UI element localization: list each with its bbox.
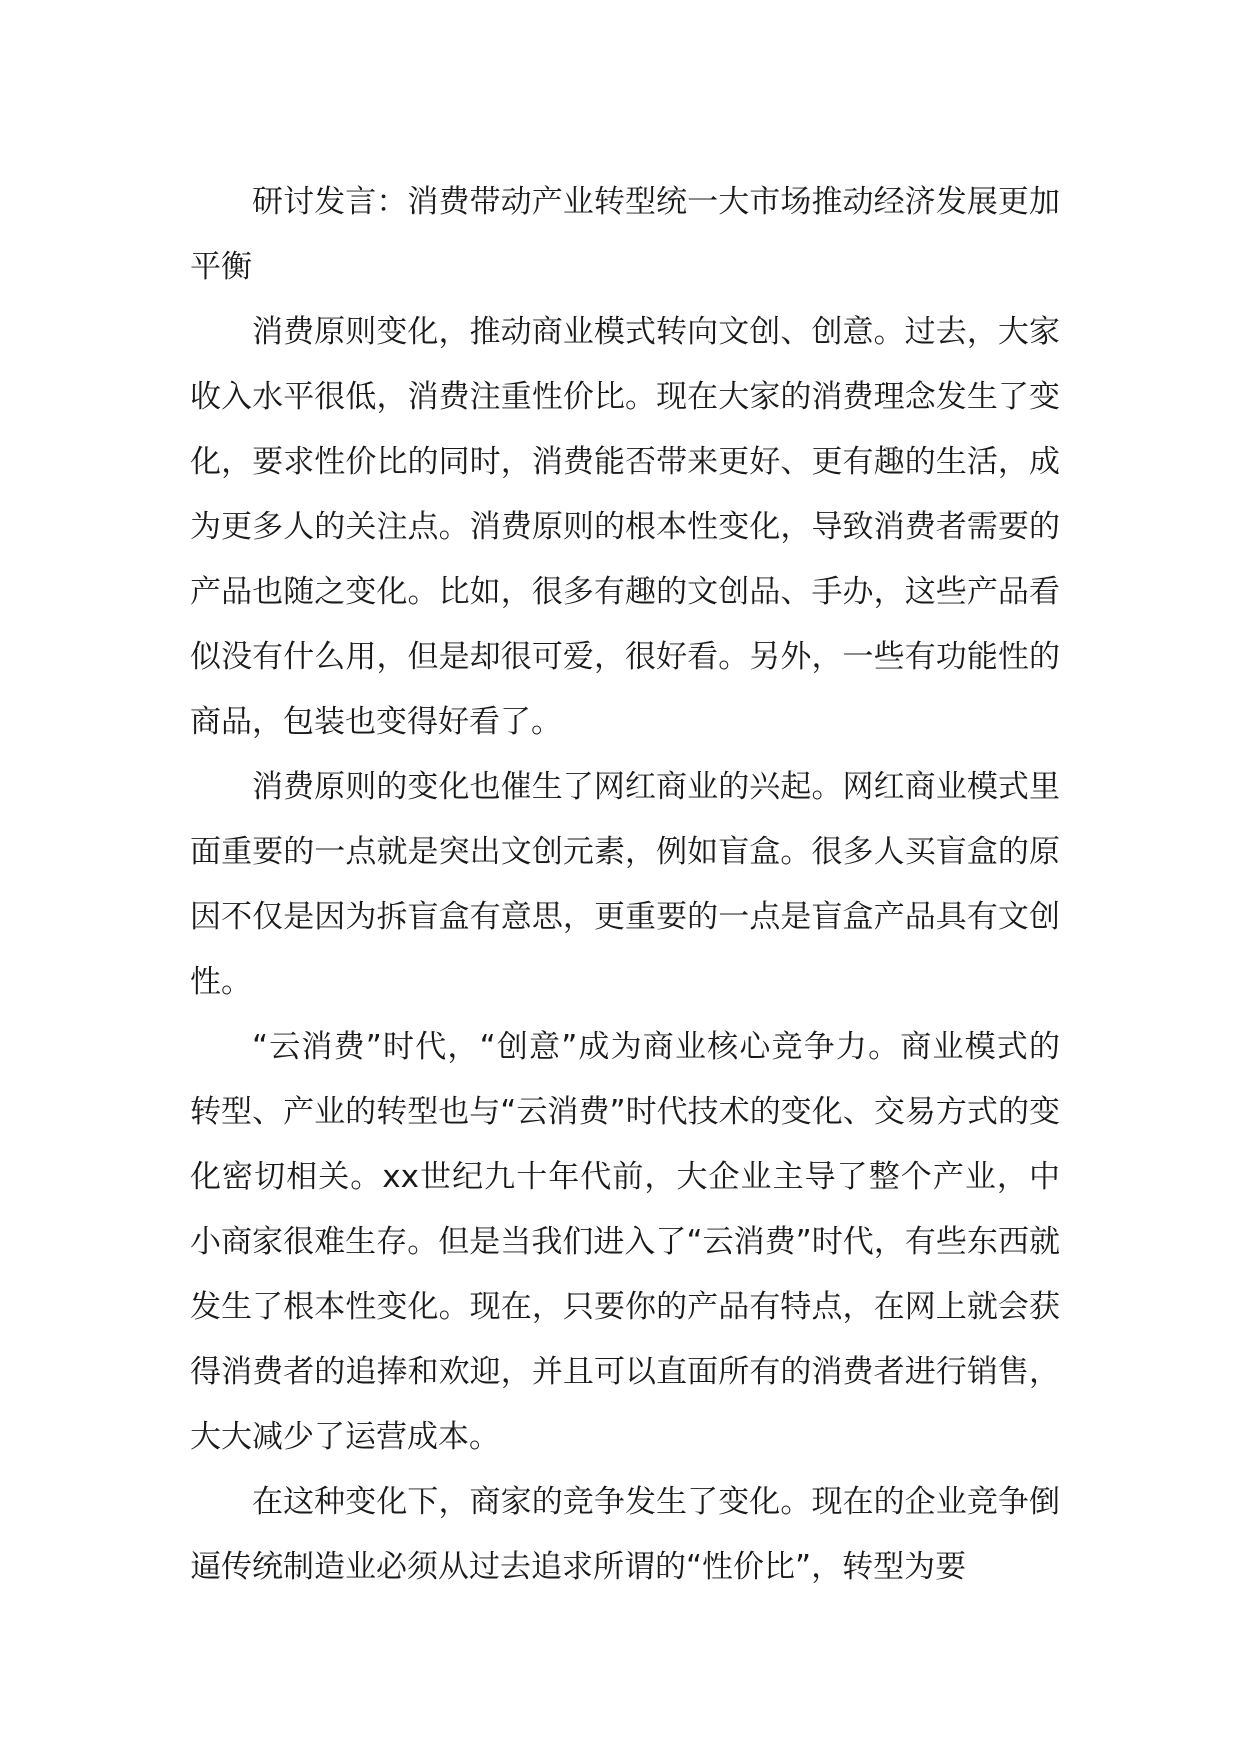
- document-title: 研讨发言：消费带动产业转型统一大市场推动经济发展更加平衡: [190, 184, 1060, 285]
- paragraph-4: 在这种变化下，商家的竞争发生了变化。现在的企业竞争倒逼传统制造业必须从过去追求所谓的“性价比”，转型为要: [190, 1484, 1060, 1585]
- paragraph-3: “云消费”时代，“创意”成为商业核心竞争力。商业模式的转型、产业的转型也与“云消费”时代技术的变化、交易方式的变化密切相关。xx世纪九十年代前，大企业主导了整个产业，中小商家很难生存。但是当我们进入了“云消费”时代，有些东西就发生了根本性变化。现在，只要你的产品有特点，在网上就会获得消费者的追捧和欢迎，并且可以直面所有的消费者进行销售，大大减少了运营成本。: [190, 1029, 1060, 1455]
- paragraph-2: 消费原则的变化也催生了网红商业的兴起。网红商业模式里面重要的一点就是突出文创元素，例如盲盒。很多人买盲盒的原因不仅是因为拆盲盒有意思，更重要的一点是盲盒产品具有文创性。: [190, 769, 1060, 1000]
- paragraph-1: 消费原则变化，推动商业模式转向文创、创意。过去，大家收入水平很低，消费注重性价比。现在大家的消费理念发生了变化，要求性价比的同时，消费能否带来更好、更有趣的生活，成为更多人的关注点。消费原则的根本性变化，导致消费者需要的产品也随之变化。比如，很多有趣的文创品、手办，这些产品看似没有什么用，但是却很可爱，很好看。另外，一些有功能性的商品，包装也变得好看了。: [190, 314, 1060, 740]
- document-body: [190, 170, 1060, 1600]
